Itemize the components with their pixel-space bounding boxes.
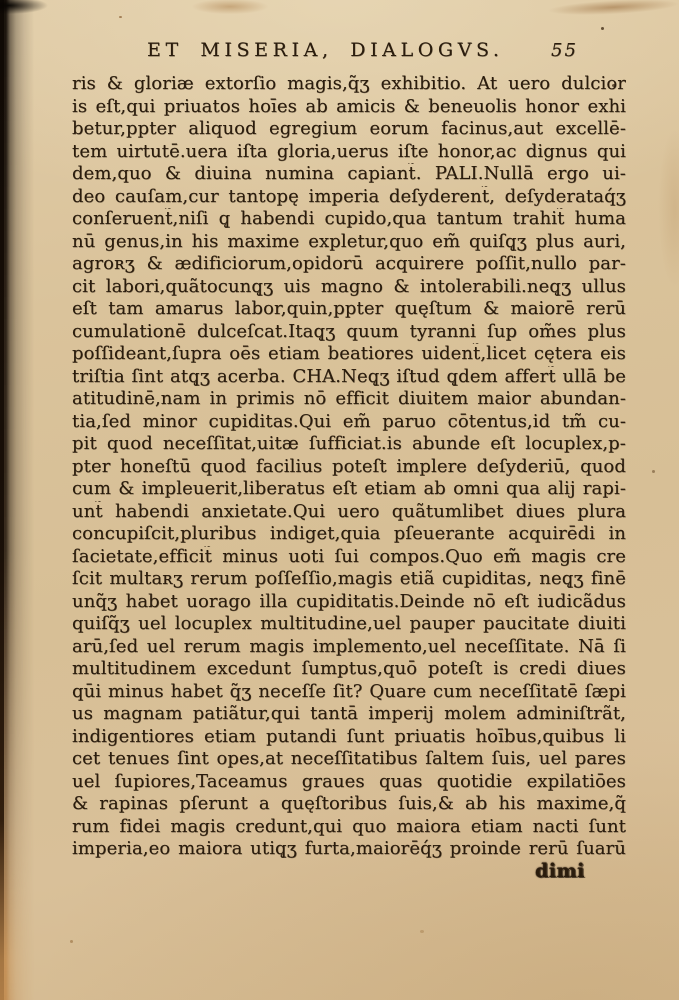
text-line: cit labori,quãtocunq̨ʒ uis magno & intolerabili.neq̨ʒ ullus: [72, 275, 626, 297]
paper-speck: [70, 940, 73, 943]
paper-speck: [601, 27, 604, 30]
text-line: pit quod neceſſitat,uitæ ſufficiat.is abunde eſt locuplex,p-: [72, 433, 626, 454]
gutter-corner-shadow: [0, 0, 70, 22]
text-line: unq̃ʒ habet uorago illa cupiditatis.Deinde nō eſt iudicãdus: [72, 590, 626, 612]
catchword: dimi: [535, 860, 585, 882]
text-block: [72, 73, 626, 865]
text-line: uel ſupiores,Taceamus graues quas quotidie expilatiōes: [72, 770, 626, 792]
text-line: & rapinas pſerunt a quęſtoribus ſuis,& ab his maxime,q̃: [72, 793, 626, 814]
text-line: quiſq̃ʒ uel locuplex multitudine,uel pauper paucitate diuiti: [72, 613, 626, 634]
text-line: concupiſcit,pluribus indiget,quia pſeuerante acquirēdi in: [72, 523, 626, 544]
text-line: us magnam patiãtur,qui tantā imperij molem adminiſtrãt,: [72, 703, 626, 724]
text-line: cumulationē dulceſcat.Itaq̨ʒ quum tyranni ſup om̃es plus: [72, 320, 626, 342]
text-line: ſcit multaʀʒ rerum poſſeſſio,magis etiã cupiditas, neq̨ʒ finē: [72, 568, 626, 589]
text-line: poſſideant,ſupra oēs etiam beatiores uident̃,licet cętera eis: [72, 343, 626, 364]
text-line: cum & impleuerit,liberatus eſt etiam ab omni qua alij rapi-: [72, 478, 626, 499]
text-line: is eſt,qui priuatos hoīes ab amicis & beneuolis honor exhi: [72, 95, 626, 117]
text-line: tem uirtutē.uera iſta gloria,uerus iſte honor,ac dignus qui: [72, 140, 626, 162]
text-line: eſt tam amarus labor,quin,ppter quęſtum & maiorē rerū: [72, 298, 626, 319]
paper-speck: [420, 930, 424, 933]
text-line: nū genus,in his maxime expletur,quo em̃ quiſq̨ʒ plus auri,: [72, 230, 626, 252]
paper-stain: [519, 0, 679, 26]
text-line: qūi minus habet q̃ʒ neceſſe ſit? Quare cum neceſſitatē ſæpi: [72, 680, 626, 702]
text-line: triſtia ſint atq̨ʒ acerba. CHA.Neq̨ʒ iſtud q̨dem affert̃ ullā be: [72, 365, 626, 387]
text-line: arū,ſed uel rerum magis implemento,uel neceſſitate. Nā ſi: [72, 635, 626, 657]
text-line: deo cauſam,cur tantopę imperia deſyderent̃, deſyderataq́ʒ: [72, 185, 626, 207]
text-line: imperia,eo maiora utiq̨ʒ furta,maiorēq́ʒ proinde rerū ſuarū: [72, 838, 626, 859]
text-line: tia,ſed minor cupiditas.Qui em̃ paruo cōtentus,id tm̃ cu-: [72, 410, 626, 432]
text-line: unt̃ habendi anxietate.Qui uero quãtumlibet diues plura: [72, 500, 626, 522]
text-line: dem,quo & diuina numina capiant̃. PALI.Nullā ergo ui-: [72, 163, 626, 184]
text-line: cet tenues ſint opes,at neceſſitatibus ſaltem ſuis, uel pares: [72, 748, 626, 769]
book-gutter-edge: [0, 0, 34, 1000]
text-line: rum fidei magis credunt,qui quo maiora etiam nacti ſunt: [72, 815, 626, 837]
paper-speck: [652, 470, 655, 473]
text-line: ris & gloriæ extorſio magis,q̃ʒ exhibitio. At uero dulcior: [72, 73, 626, 94]
running-header: [0, 39, 679, 65]
text-line: conſeruent̃,niſi q̨ habendi cupido,qua tantum trahit̃ huma: [72, 208, 626, 229]
paper-speck: [119, 16, 122, 18]
text-line: agroʀʒ & ædificiorum,opidorū acquirere poſſit,nullo par-: [72, 253, 626, 274]
text-line: pter honeſtū quod facilius poteſt implere deſyderiū, quod: [72, 455, 626, 477]
page-number: 55: [551, 40, 578, 61]
text-line: ſacietate,efficit̃ minus uoti ſui compos.Quo em̃ magis cre: [72, 545, 626, 567]
paper-stain: [175, 0, 285, 22]
text-line: betur,ppter aliquod egregium eorum facinus,aut excellē-: [72, 118, 626, 139]
text-line: indigentiores etiam putandi ſunt priuatis hoībus,quibus li: [72, 725, 626, 747]
text-line: atitudinē,nam in primis nō efficit diuitem maior abundan-: [72, 388, 626, 409]
paper-stain: [640, 120, 679, 340]
text-line: multitudinem excedunt ſumptus,quō poteſt is credi diues: [72, 658, 626, 679]
running-header-title: ET MISERIA, DIALOGVS.: [147, 39, 504, 61]
